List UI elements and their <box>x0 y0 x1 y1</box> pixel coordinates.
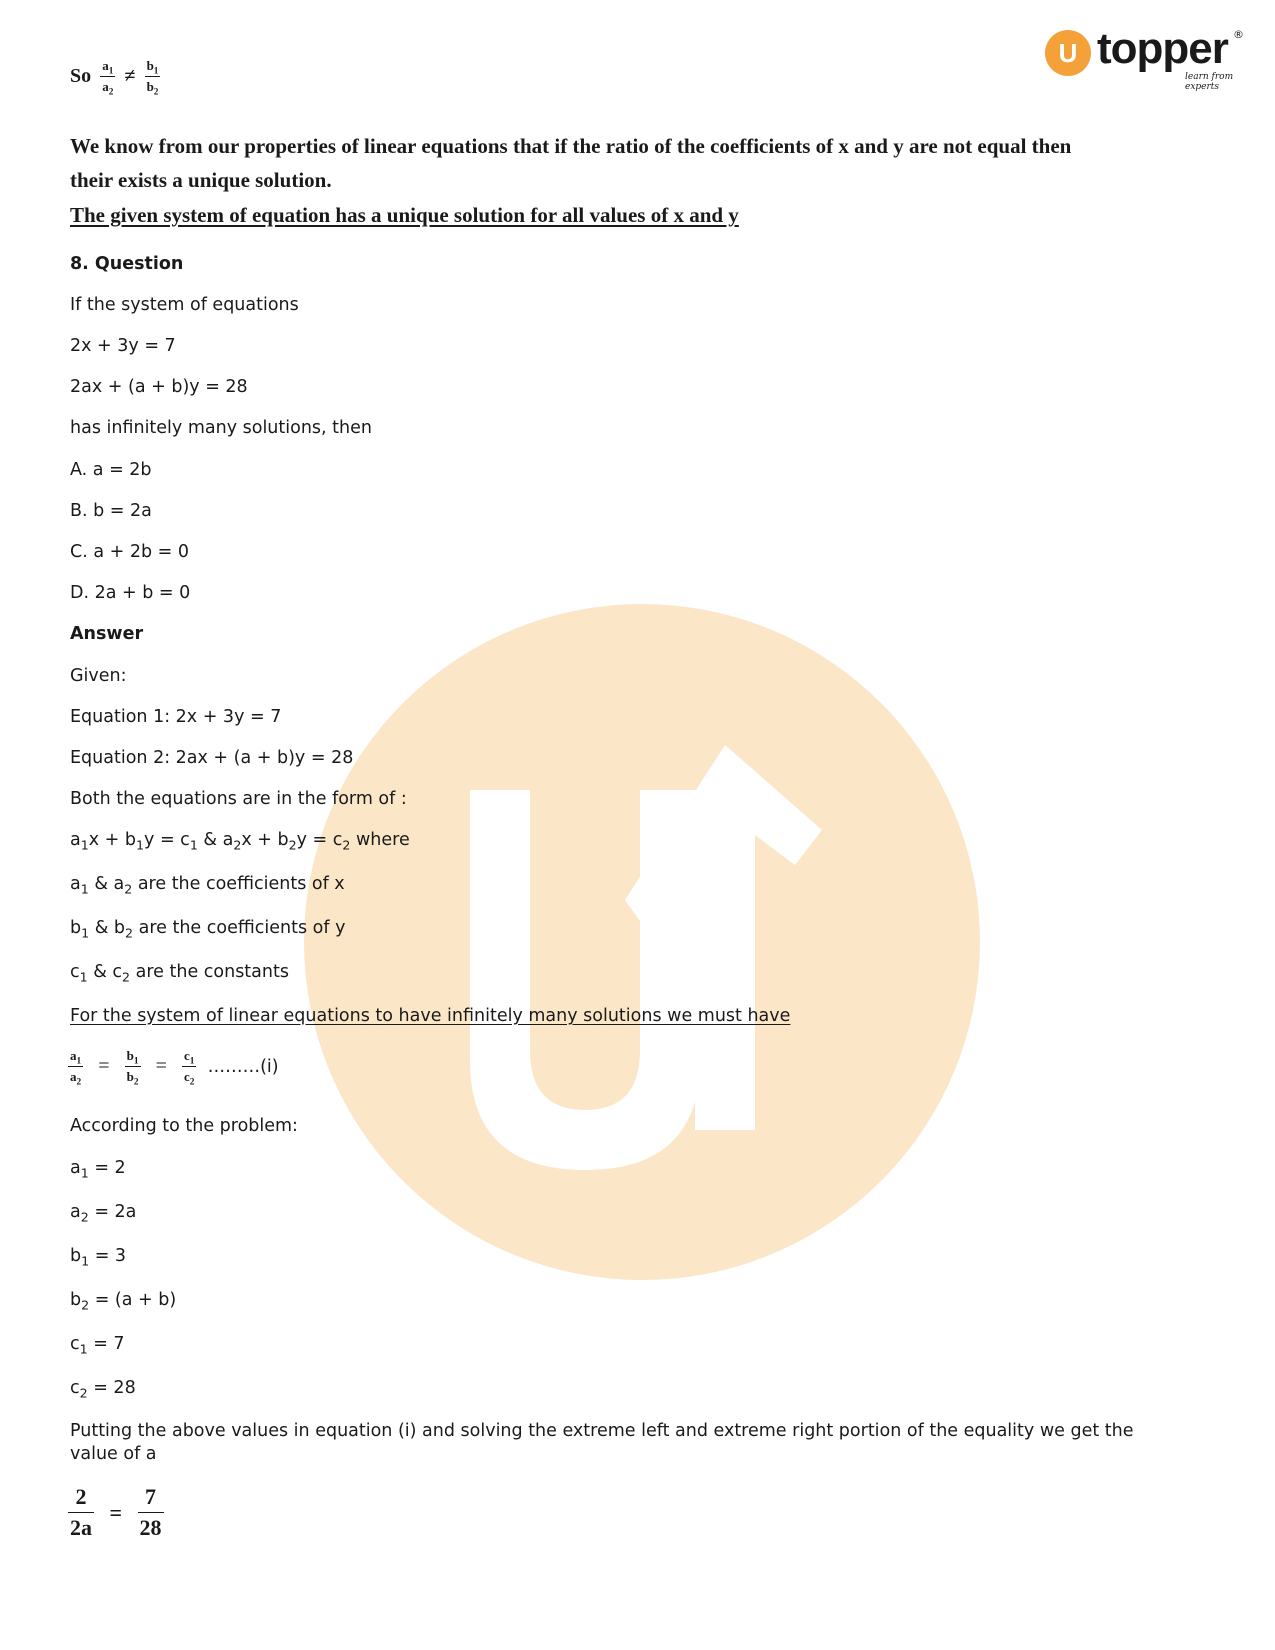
ratio-op: ≠ <box>124 65 136 87</box>
logo-registered: ® <box>1233 28 1244 41</box>
conclusion: The given system of equation has a unique solution for all values of x and y <box>70 203 739 227</box>
condition-ratio: $\frac{a_1}{a_2}$ = $\frac{b_1}{b_2}$ = $\frac{c_1}{c_2}$ ………(i) <box>70 1048 279 1088</box>
constants: $c_1$ & $c_2$ are the constants <box>70 962 289 985</box>
option-a: A. a = 2b <box>70 460 152 480</box>
value-a1: $a_1 = 2$ <box>70 1158 126 1181</box>
coefficients-y: $b_1$ & $b_2$ are the coefficients of y <box>70 918 346 941</box>
infinite-condition: For the system of linear equations to have infinitely many solutions we must have <box>70 1006 791 1026</box>
problem-intro: According to the problem: <box>70 1116 298 1136</box>
putting-text-1: Putting the above values in equation (i) and solving the extreme left and extreme right portion of the equality we get the <box>70 1421 1134 1441</box>
question-tail: has infinitely many solutions, then <box>70 418 372 438</box>
logo-name: topper <box>1097 24 1228 73</box>
question-eq2: 2ax + (a + b)y = 28 <box>70 377 248 397</box>
form-intro: Both the equations are in the form of : <box>70 789 407 809</box>
ratio-c: $\frac{c_1}{c_2}$ <box>184 1048 195 1088</box>
question-intro: If the system of equations <box>70 295 299 315</box>
property-text-1: We know from our properties of linear equations that if the ratio of the coefficients of x and y are not equal then <box>70 134 1072 158</box>
value-a2: $a_2 = 2a$ <box>70 1202 137 1225</box>
equation-2: Equation 2: 2ax + (a + b)y = 28 <box>70 748 354 768</box>
value-b2: $b_2 = (a + b)$ <box>70 1290 177 1313</box>
ratio-prefix: So <box>70 65 92 87</box>
value-c2: $c_2 = 28$ <box>70 1378 136 1401</box>
value-c1: $c_1 = 7$ <box>70 1334 125 1357</box>
question-eq1: 2x + 3y = 7 <box>70 336 176 356</box>
ratio-lhs: $\frac{a_1}{a_2}$ <box>102 58 114 98</box>
property-text-2: their exists a unique solution. <box>70 168 332 192</box>
option-d: D. 2a + b = 0 <box>70 583 191 603</box>
general-form: $a_1x + b_1y = c_1$ & $a_2x + b_2y = c_2$ where <box>70 830 410 853</box>
equation-1: Equation 1: 2x + 3y = 7 <box>70 707 282 727</box>
coefficients-x: $a_1$ & $a_2$ are the coefficients of x <box>70 874 345 897</box>
logo-tagline: learn from experts <box>1185 72 1234 92</box>
ratio-b: $\frac{b_1}{b_2}$ <box>126 1048 139 1088</box>
final-lhs: $\frac{2}{2a}$ <box>70 1484 92 1540</box>
final-equation: $\frac{2}{2a}$ = $\frac{7}{28}$ <box>70 1484 162 1540</box>
top-ratio <box>70 58 160 98</box>
option-c: C. a + 2b = 0 <box>70 542 190 562</box>
final-rhs: $\frac{7}{28}$ <box>139 1484 162 1540</box>
ratio-a: $\frac{a_1}{a_2}$ <box>70 1048 82 1088</box>
putting-text-2: value of a <box>70 1444 157 1464</box>
question-heading: 8. Question <box>70 254 184 274</box>
equation-label: ………(i) <box>207 1056 279 1077</box>
given-label: Given: <box>70 666 127 686</box>
answer-heading: Answer <box>70 624 144 644</box>
ratio-rhs: $\frac{b_1}{b_2}$ <box>146 58 159 98</box>
logo-badge-icon: U <box>1045 30 1091 76</box>
value-b1: $b_1 = 3$ <box>70 1246 127 1269</box>
brand-logo <box>1045 24 1245 92</box>
option-b: B. b = 2a <box>70 501 152 521</box>
